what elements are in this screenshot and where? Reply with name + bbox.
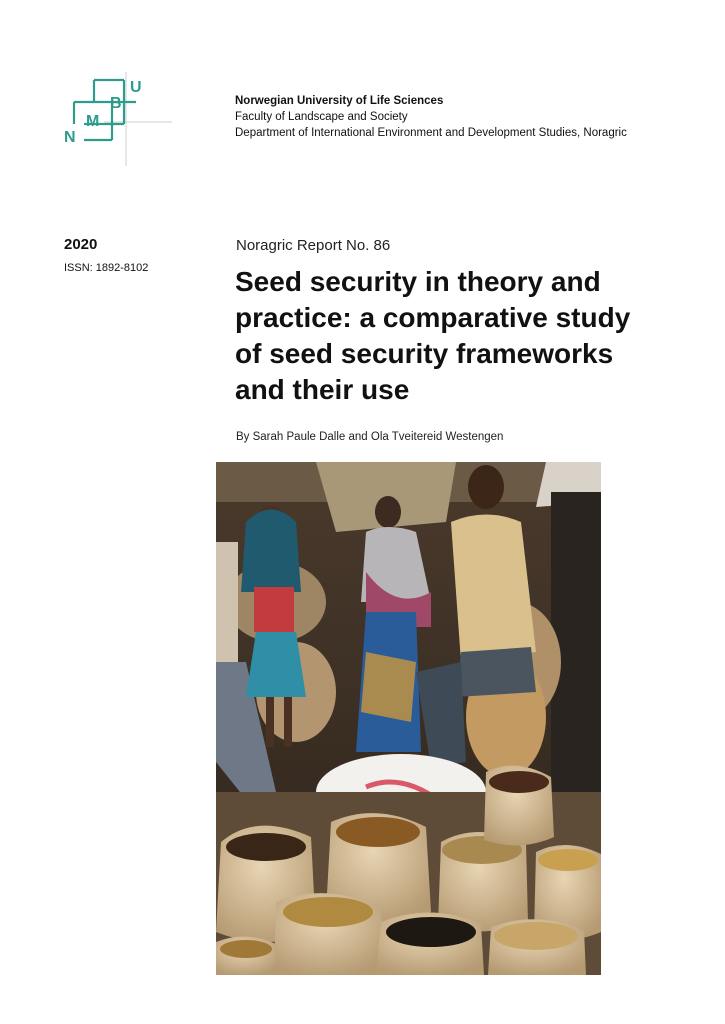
university-name: Norwegian University of Life Sciences [235,95,444,107]
faculty-name: Faculty of Landscape and Society [235,111,408,123]
logo-letter-u: U [130,79,142,96]
title-line: practice: a comparative study [235,302,631,333]
title-line: and their use [235,374,410,405]
logo-letter-b: B [110,95,122,112]
report-series: Noragric Report No. 86 [236,237,391,254]
institution-block [235,93,627,141]
report-title [235,264,695,408]
issn: ISSN: 1892-8102 [64,262,149,274]
authors: By Sarah Paule Dalle and Ola Tveitereid Westengen [236,431,504,443]
title-line: of seed security frameworks [235,338,614,369]
publication-year: 2020 [64,236,98,253]
logo-letter-m: M [86,113,100,130]
title-line: Seed security in theory and [235,266,601,297]
logo-letter-n: N [64,129,76,146]
nmbu-logo [60,72,172,168]
department-name: Department of International Environment and Development Studies, Noragric [235,127,627,139]
cover-photo [216,462,601,975]
